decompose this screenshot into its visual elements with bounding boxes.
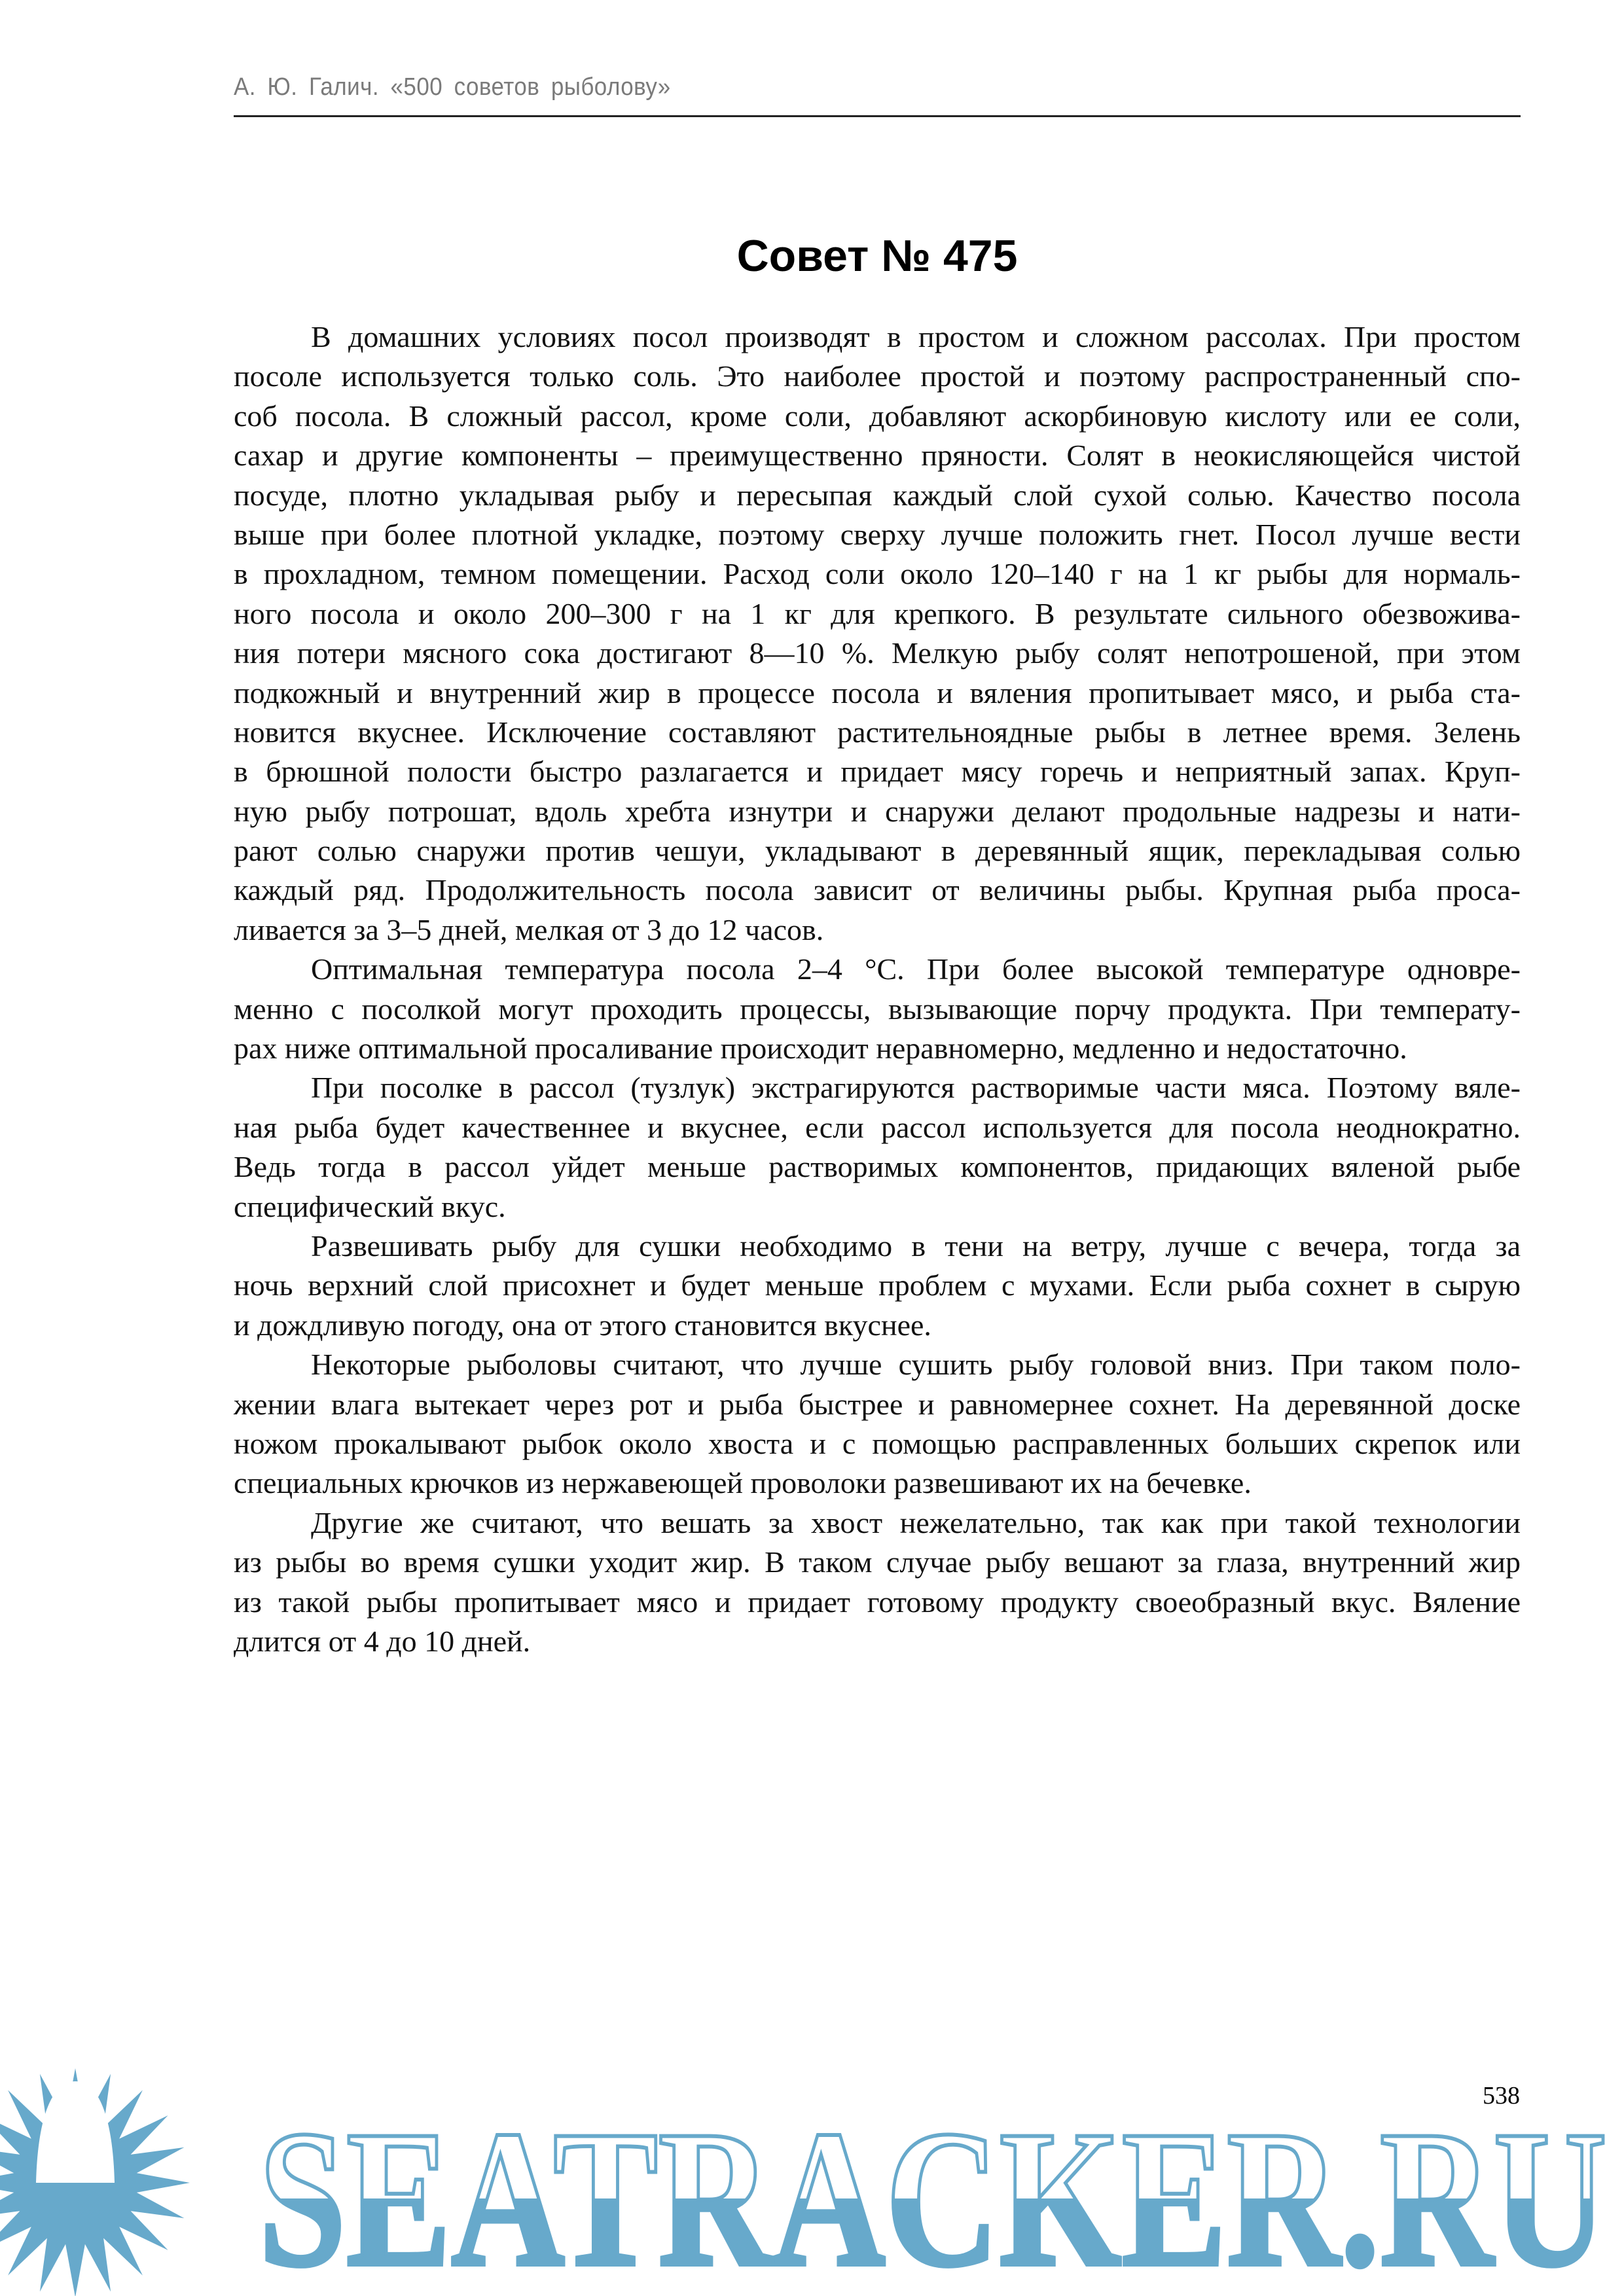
text-line: ную рыбу потрошат, вдоль хребта изнутри и снаружи делают продольные надрезы и нати- [234, 794, 1521, 828]
text-line: сахар и другие компоненты – преимущественно пряности. Солят в неокисляющейся чистой [234, 439, 1521, 473]
text-line: ного посола и около 200–300 г на 1 кг для крепкого. В результате сильного обезвожива- [234, 596, 1521, 630]
text-line: Другие же считают, что вешать за хвост нежелательно, так как при такой технологии [311, 1505, 1521, 1539]
sun-icon [0, 2068, 190, 2296]
text-line: новится вкуснее. Исключение составляют растительноядные рыбы в летнее время. Зелень [234, 715, 1521, 749]
running-header: А. Ю. Галич. «500 советов рыболову» [234, 73, 671, 101]
text-line: Оптимальная температура посола 2–4 °C. При более высокой температуре одновре- [311, 952, 1521, 986]
page-number: 538 [1483, 2082, 1520, 2109]
text-line: ночь верхний слой присохнет и будет меньше проблем с мухами. Если рыба сохнет в сырую [234, 1268, 1521, 1302]
text-line: из рыбы во время сушки уходит жир. В таком случае рыбу вешают за глаза, внутренний жир [234, 1545, 1521, 1579]
text-line: ливается за 3–5 дней, мелкая от 3 до 12 часов. [234, 912, 824, 946]
text-line: посуде, плотно укладывая рыбу и пересыпая каждый слой сухой солью. Качество посола [234, 478, 1521, 512]
text-line: ная рыба будет качественнее и вкуснее, если рассол используется для посола неоднократно. [234, 1110, 1521, 1144]
text-line: специфический вкус. [234, 1189, 506, 1223]
text-line: и дождливую погоду, она от этого становится вкуснее. [234, 1308, 931, 1342]
text-line: менно с посолкой могут проходить процессы, вызывающие порчу продукта. При температу- [234, 992, 1521, 1026]
text-line: Некоторые рыболовы считают, что лучше сушить рыбу головой вниз. При таком поло- [311, 1348, 1521, 1382]
text-line: Ведь тогда в рассол уйдет меньше растворимых компонентов, придающих вяленой рыбе [234, 1150, 1521, 1184]
text-line: выше при более плотной укладке, поэтому сверху лучше положить гнет. Посол лучше вести [234, 517, 1521, 551]
text-line: посоле используется только соль. Это наиболее простой и поэтому распространенный спо- [234, 359, 1521, 393]
text-line: каждый ряд. Продолжительность посола зависит от величины рыбы. Крупная рыба проса- [234, 873, 1521, 907]
text-line: в брюшной полости быстро разлагается и придает мясу горечь и неприятный запах. Круп- [234, 755, 1521, 789]
page-title: Совет № 475 [736, 231, 1018, 281]
body-text [234, 317, 1521, 1661]
header-rule [234, 115, 1521, 117]
text-line: длится от 4 до 10 дней. [234, 1624, 531, 1658]
text-line: специальных крючков из нержавеющей проволоки развешивают их на бечевке. [234, 1466, 1252, 1500]
text-line: в прохладном, темном помещении. Расход соли около 120–140 г на 1 кг рыбы для нормаль- [234, 557, 1521, 591]
text-line: Развешивать рыбу для сушки необходимо в тени на ветру, лучше с вечера, тогда за [311, 1229, 1521, 1263]
text-line: ножом прокалывают рыбок около хвоста и с помощью расправленных больших скрепок или [234, 1426, 1521, 1460]
text-line: подкожный и внутренний жир в процессе посола и вяления пропитывает мясо, и рыба ста- [234, 675, 1521, 709]
watermark-text: SEATRACKER.RU [259, 2090, 1607, 2296]
text-line: рах ниже оптимальной просаливание происходит неравномерно, медленно и недостаточно. [234, 1031, 1407, 1066]
text-line: ния потери мясного сока достигают 8—10 %. Мелкую рыбу солят непотрошеной, при этом [234, 636, 1521, 670]
text-line: В домашних условиях посол производят в простом и сложном рассолах. При простом [311, 320, 1521, 353]
text-line: соб посола. В сложный рассол, кроме соли, добавляют аскорбиновую кислоту или ее соли, [234, 399, 1521, 433]
text-line: рают солью снаружи против чешуи, укладывают в деревянный ящик, перекладывая солью [234, 834, 1521, 868]
text-line: жении влага вытекает через рот и рыба быстрее и равномернее сохнет. На деревянной доске [234, 1387, 1521, 1421]
watermark-logo [0, 2068, 1624, 2296]
text-line: При посолке в рассол (тузлук) экстрагируются растворимые части мяса. Поэтому вяле- [311, 1071, 1521, 1105]
text-line: из такой рыбы пропитывает мясо и придает готовому продукту своеобразный вкус. Вяление [234, 1585, 1521, 1619]
